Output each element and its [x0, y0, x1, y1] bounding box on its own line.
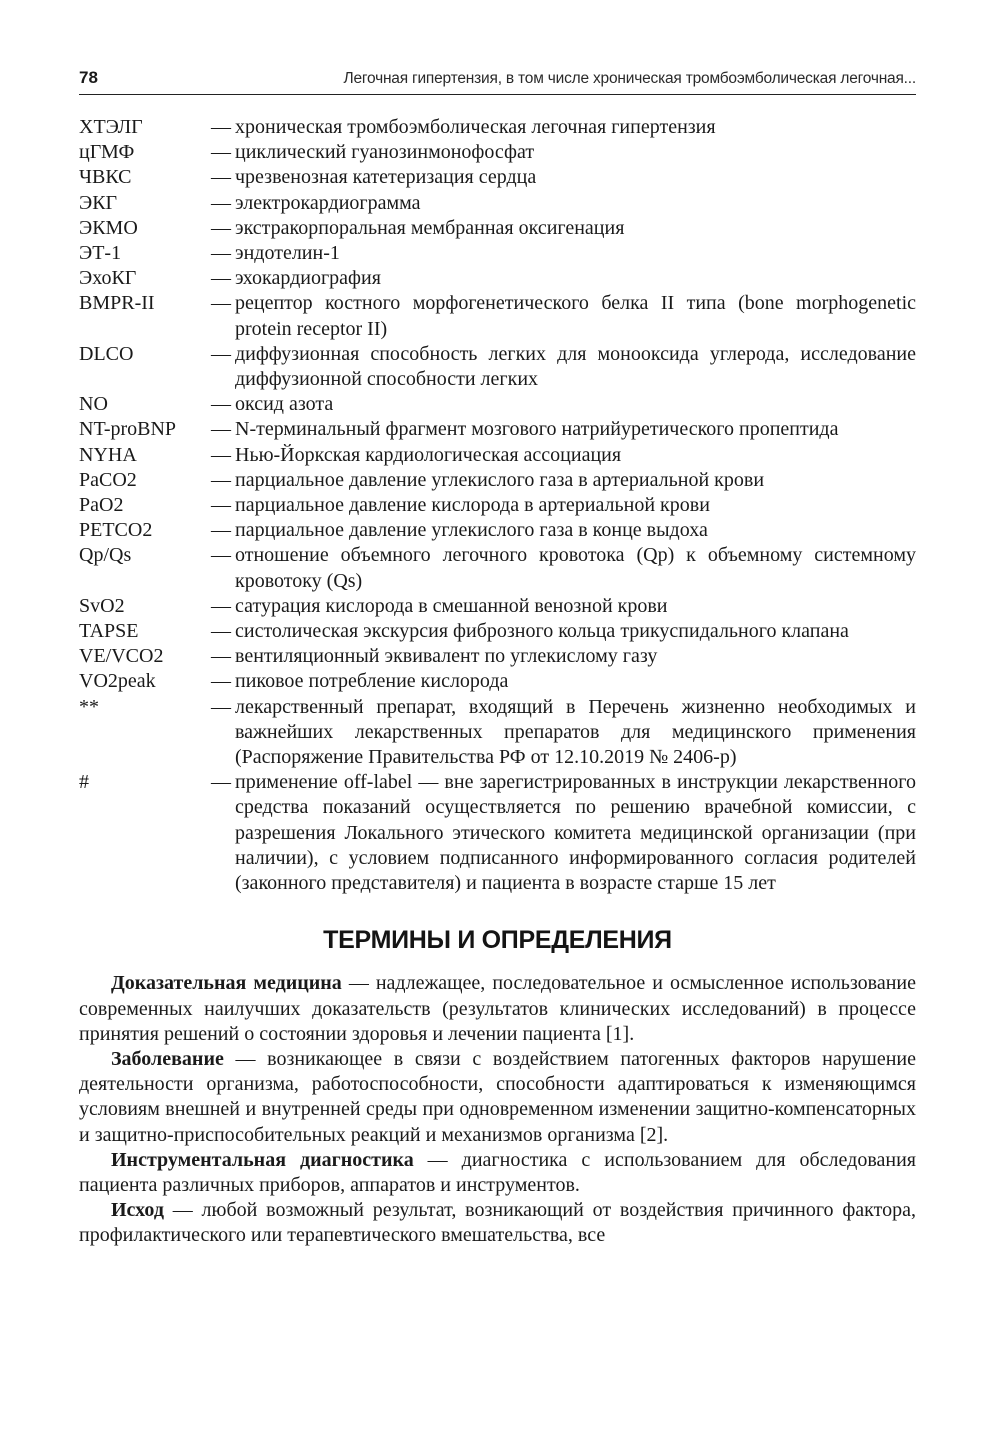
abbreviation-dash: —	[211, 242, 231, 265]
abbreviation-definition: хроническая тромбоэмболическая легочная гипертензия	[235, 116, 716, 138]
abbreviation-term: ЭхоКГ	[79, 267, 137, 290]
abbreviation-row	[79, 493, 916, 518]
definition-text: — надлежащее, последовательное и осмысленное использование современных наилучших доказательств (результатов клинических исследований) в процессе принятия решений о состоянии здоровья и лечении пациента [1].	[79, 972, 916, 1045]
abbreviation-term: NYHA	[79, 443, 137, 466]
abbreviation-row	[79, 191, 916, 216]
abbreviation-dash: —	[211, 620, 231, 643]
definition-text: — возникающее в связи с воздействием патогенных факторов нарушение деятельности организма, работоспособности, способности адаптироваться к изменяющимся условиям внешней и внутренней среды при одновременном изменении защитно-компенсаторных и защитно-приспособительных реакций и механизмов организма [2].	[79, 1047, 916, 1146]
abbreviation-row	[79, 518, 916, 543]
definition-term: Доказательная медицина	[111, 972, 342, 995]
abbreviation-term: NT-proBNP	[79, 418, 177, 441]
abbreviation-dash: —	[211, 544, 231, 567]
abbreviation-row	[79, 619, 916, 644]
abbreviation-term: PaO2	[79, 494, 124, 517]
abbreviation-row	[79, 669, 916, 694]
abbreviation-definition: парциальное давление углекислого газа в конце выдоха	[235, 519, 708, 542]
abbreviation-term: SvO2	[79, 594, 125, 617]
abbreviation-definition: Нью-Йоркская кардиологическая ассоциация	[235, 443, 622, 466]
abbreviation-dash: —	[211, 443, 231, 466]
abbreviation-definition: парциальное давление кислорода в артериальной крови	[235, 494, 710, 517]
abbreviation-definition: отношение объемного легочного кровотока (Qp) к объемному системному кровотоку (Qs)	[235, 544, 916, 592]
abbreviation-dash: —	[211, 670, 231, 693]
section-title: ТЕРМИНЫ И ОПРЕДЕЛЕНИЯ	[323, 926, 672, 955]
definitions-list	[79, 971, 916, 1248]
abbreviation-dash: —	[211, 292, 231, 315]
abbreviation-definition: чрезвенозная катетеризация сердца	[235, 166, 537, 189]
abbreviation-term: ЭКГ	[79, 191, 118, 214]
abbreviation-term: PaCO2	[79, 468, 137, 491]
abbreviation-dash: —	[211, 418, 231, 441]
definition-term: Инструментальная диагностика	[111, 1148, 414, 1171]
abbreviation-list	[79, 115, 916, 896]
abbreviation-dash: —	[211, 771, 231, 794]
abbreviation-dash: —	[211, 494, 231, 517]
abbreviation-term: ХТЭЛГ	[79, 116, 143, 138]
abbreviation-term: DLCO	[79, 342, 134, 365]
abbreviation-definition: пиковое потребление кислорода	[235, 670, 509, 693]
abbreviation-definition: экстракорпоральная мембранная оксигенация	[235, 216, 625, 239]
abbreviation-definition: сатурация кислорода в смешанной венозной крови	[235, 594, 668, 617]
abbreviation-definition: применение off-label — вне зарегистрированных в инструкции лекарственного средства показаний осуществляется по решению врачебной комиссии, с разрешения Локального этического комитета медицинской организации (при наличии), с условием подписанного информированного согласия родителей (законного представителя) и пациента в возрасте старше 15 лет	[235, 771, 916, 895]
abbreviation-dash: —	[211, 468, 231, 491]
abbreviation-dash: —	[211, 141, 231, 164]
abbreviation-dash: —	[211, 116, 231, 138]
abbreviation-term: #	[79, 771, 89, 794]
abbreviation-row	[79, 770, 916, 896]
abbreviation-term: BMPR-II	[79, 292, 155, 315]
abbreviation-definition: диффузионная способность легких для монооксида углерода, исследование диффузионной способности легких	[235, 342, 916, 391]
abbreviation-row	[79, 291, 916, 341]
abbreviation-row	[79, 443, 916, 468]
abbreviation-definition: электрокардиограмма	[235, 191, 421, 214]
abbreviation-term: ЭТ-1	[79, 242, 122, 265]
abbreviation-definition: рецептор костного морфогенетического белка II типа (bone morphogenetic protein receptor II)	[235, 292, 916, 340]
definition-paragraph	[79, 1148, 916, 1198]
abbreviation-definition: лекарственный препарат, входящий в Перечень жизненно необходимых и важнейших лекарственных препаратов для медицинского применения (Распоряжение Правительства РФ от 12.10.2019 № 2406-р)	[235, 695, 916, 769]
abbreviation-dash: —	[211, 216, 231, 239]
abbreviation-row	[79, 115, 916, 140]
abbreviation-row	[79, 644, 916, 669]
abbreviation-definition: эндотелин-1	[235, 242, 340, 265]
abbreviation-dash: —	[211, 695, 231, 718]
abbreviation-row	[79, 468, 916, 493]
abbreviation-term: TAPSE	[79, 620, 139, 643]
abbreviation-definition: вентиляционный эквивалент по углекислому газу	[235, 645, 658, 668]
abbreviation-term: **	[79, 695, 99, 718]
abbreviation-row	[79, 594, 916, 619]
abbreviation-term: NO	[79, 393, 108, 416]
definition-term: Исход	[111, 1199, 164, 1222]
abbreviation-definition: эхокардиография	[235, 267, 381, 290]
definition-term: Заболевание	[111, 1047, 224, 1070]
abbreviation-definition: N-терминальный фрагмент мозгового натрийуретического пропептида	[235, 418, 839, 441]
abbreviation-row	[79, 695, 916, 771]
abbreviation-dash: —	[211, 267, 231, 290]
abbreviation-dash: —	[211, 594, 231, 617]
definition-text: — диагностика с использованием для обследования пациента различных приборов, аппаратов и инструментов.	[79, 1148, 916, 1196]
abbreviation-row	[79, 543, 916, 593]
abbreviation-dash: —	[211, 393, 231, 416]
abbreviation-row	[79, 392, 916, 417]
book-page	[79, 62, 916, 1249]
abbreviation-term: PETCO2	[79, 519, 153, 542]
running-title: Легочная гипертензия, в том числе хроническая тромбоэмболическая легочная...	[343, 70, 916, 87]
abbreviation-row	[79, 266, 916, 291]
abbreviation-row	[79, 165, 916, 190]
running-header	[79, 62, 916, 95]
abbreviation-row	[79, 342, 916, 392]
abbreviation-dash: —	[211, 191, 231, 214]
abbreviation-dash: —	[211, 645, 231, 668]
abbreviation-definition: циклический гуанозинмонофосфат	[235, 141, 535, 164]
abbreviation-term: VE/VCO2	[79, 645, 164, 668]
abbreviation-definition: оксид азота	[235, 393, 334, 416]
abbreviation-row	[79, 216, 916, 241]
abbreviation-dash: —	[211, 166, 231, 189]
abbreviation-dash: —	[211, 342, 231, 365]
abbreviation-dash: —	[211, 519, 231, 542]
abbreviation-row	[79, 241, 916, 266]
abbreviation-row	[79, 417, 916, 442]
abbreviation-definition: парциальное давление углекислого газа в артериальной крови	[235, 468, 765, 491]
abbreviation-term: цГМФ	[79, 141, 135, 164]
definition-paragraph	[79, 1047, 916, 1148]
abbreviation-term: Qp/Qs	[79, 544, 132, 567]
definition-paragraph	[79, 971, 916, 1047]
abbreviation-definition: систолическая экскурсия фиброзного кольца трикуспидального клапана	[235, 620, 849, 643]
abbreviation-row	[79, 140, 916, 165]
page-number: 78	[79, 68, 98, 87]
abbreviation-term: ЧВКС	[79, 166, 132, 189]
definition-paragraph	[79, 1198, 916, 1248]
abbreviation-term: VO2peak	[79, 670, 156, 693]
definition-text: — любой возможный результат, возникающий от воздействия причинного фактора, профилактического или терапевтического вмешательства, все	[79, 1199, 916, 1247]
abbreviation-term: ЭКМО	[79, 216, 138, 239]
